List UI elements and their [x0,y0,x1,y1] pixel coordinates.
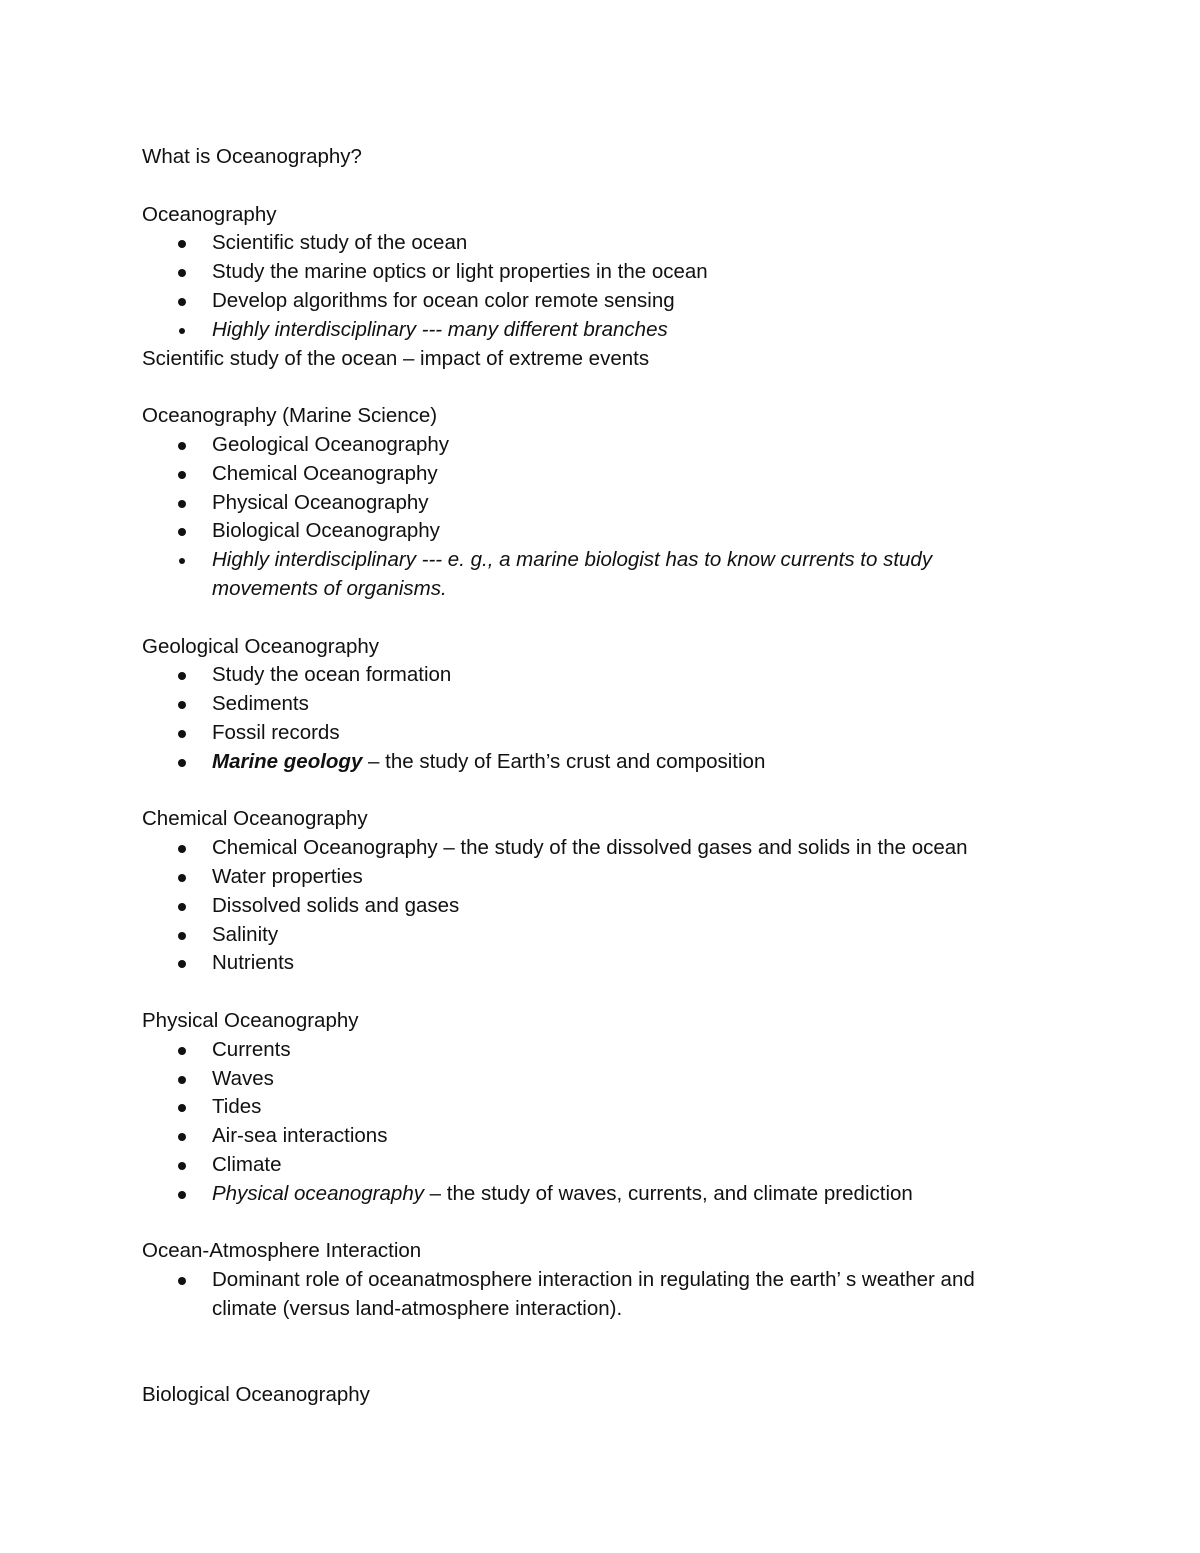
bullet-icon [178,528,186,536]
list-item: Develop algorithms for ocean color remote sensing [142,287,1062,316]
term-physical-oceanography: Physical oceanography [212,1181,424,1205]
section-heading-geological: Geological Oceanography [142,634,380,658]
bullet-icon [178,1076,186,1084]
list-item: Fossil records [142,719,1062,748]
spacer [142,1208,1062,1237]
bullet-icon [178,672,186,680]
list-item: Biological Oceanography [142,517,1062,546]
list-item: Highly interdisciplinary --- many different branches [142,316,1062,345]
bullet-icon [178,1133,186,1141]
bullet-icon [178,932,186,940]
spacer [142,373,1062,402]
list-item: Highly interdisciplinary --- e. g., a marine biologist has to know currents to study movements of organisms. [142,546,1062,604]
list-item: Study the ocean formation [142,661,1062,690]
spacer [142,604,1062,633]
section-note: Scientific study of the ocean – impact of extreme events [142,346,650,370]
section-heading-ocean-atmosphere: Ocean-Atmosphere Interaction [142,1239,422,1263]
bullet-icon [178,730,186,738]
list-item: Nutrients [142,949,1062,978]
bullet-icon [178,240,186,248]
list-item: Dissolved solids and gases [142,892,1062,921]
list-item: Tides [142,1093,1062,1122]
bullet-icon [178,845,186,853]
document-title: What is Oceanography? [142,145,362,168]
bullet-icon [178,960,186,968]
list-item: Marine geology – the study of Earth’s crust and composition [142,748,1062,777]
list-item: Salinity [142,921,1062,950]
term-marine-geology: Marine geology [212,749,363,773]
list-item: Sediments [142,690,1062,719]
spacer [142,978,1062,1007]
bullet-icon [178,269,186,277]
list-item: Scientific study of the ocean [142,229,1062,258]
section-heading-oceanography: Oceanography [142,202,277,226]
bullet-icon [178,298,186,306]
bullet-icon [178,1104,186,1112]
bullet-icon [178,471,186,479]
section-heading-marine-science: Oceanography (Marine Science) [142,404,438,428]
section-heading-physical: Physical Oceanography [142,1008,359,1032]
list-item: Study the marine optics or light properties in the ocean [142,258,1062,287]
list-item: Waves [142,1065,1062,1094]
list-item: Chemical Oceanography – the study of the dissolved gases and solids in the ocean [142,834,1062,863]
bullet-icon [179,328,185,334]
list-item: Physical Oceanography [142,489,1062,518]
list-item: Air-sea interactions [142,1122,1062,1151]
section-heading-biological: Biological Oceanography [142,1383,370,1407]
bullet-icon [178,1047,186,1055]
bullet-icon [178,903,186,911]
bullet-icon [178,1191,186,1199]
bullet-icon [179,558,185,564]
spacer [142,1324,1062,1353]
list-item: Water properties [142,863,1062,892]
list-item: Geological Oceanography [142,431,1062,460]
bullet-icon [178,1277,186,1285]
list-item: Physical oceanography – the study of waves, currents, and climate prediction [142,1180,1062,1209]
list-item: Currents [142,1036,1062,1065]
bullet-icon [178,701,186,709]
list-item: Climate [142,1151,1062,1180]
spacer [142,1352,1062,1381]
bullet-icon [178,874,186,882]
spacer [142,777,1062,806]
list-item: Chemical Oceanography [142,460,1062,489]
list-item: Dominant role of oceanatmosphere interaction in regulating the earth’ s weather and climate (versus land-atmosphere interaction). [142,1266,1062,1324]
bullet-icon [178,442,186,450]
document-page [142,143,1062,1410]
bullet-icon [178,1162,186,1170]
spacer [142,172,1062,201]
bullet-icon [178,500,186,508]
bullet-icon [178,759,186,767]
section-heading-chemical: Chemical Oceanography [142,807,368,831]
